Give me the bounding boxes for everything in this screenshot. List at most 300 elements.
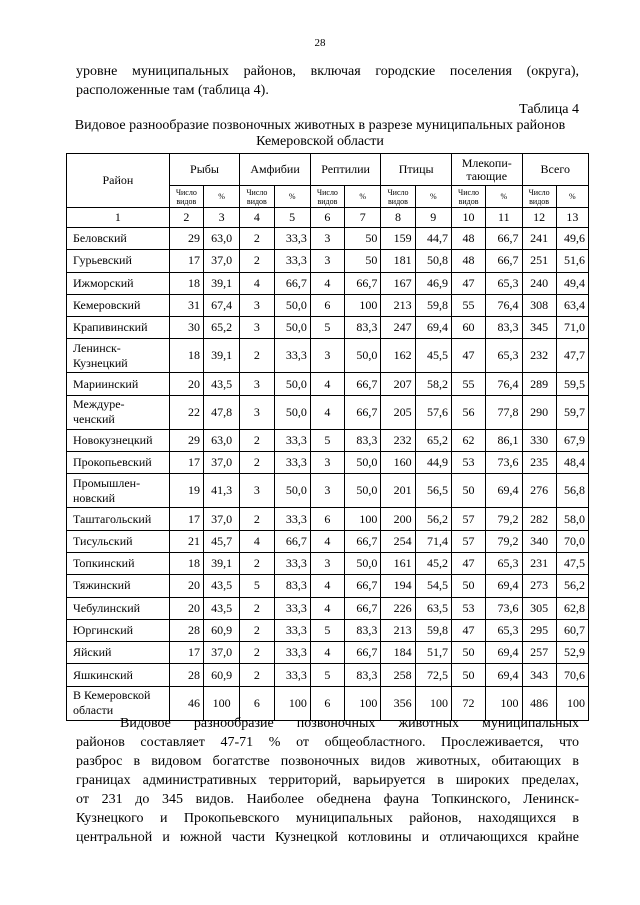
subheader-count-line: видов — [529, 196, 550, 206]
table-cell: 62,8 — [556, 597, 588, 619]
table-cell: 77,8 — [486, 395, 522, 429]
column-number: 9 — [415, 208, 451, 228]
table-cell: 5 — [310, 317, 344, 339]
table-cell: 71,4 — [415, 530, 451, 552]
table-cell: 59,7 — [556, 395, 588, 429]
table-row — [67, 474, 589, 508]
table-cell: 3 — [310, 452, 344, 474]
table-cell: 247 — [381, 317, 415, 339]
table-cell: 205 — [381, 395, 415, 429]
district-name-line: Тисульский — [73, 533, 133, 548]
table-cell: 4 — [240, 272, 274, 294]
table-cell: 63,0 — [203, 228, 239, 250]
table-cell: 20 — [169, 373, 203, 395]
table-cell: 83,3 — [345, 317, 381, 339]
table-cell: 60,7 — [556, 619, 588, 641]
table-cell: 66,7 — [345, 272, 381, 294]
table-row — [67, 294, 589, 316]
table-cell: 3 — [310, 552, 344, 574]
table-row — [67, 597, 589, 619]
column-number: 10 — [451, 208, 485, 228]
table-cell: 4 — [310, 272, 344, 294]
column-number: 11 — [486, 208, 522, 228]
subheader-percent: % — [486, 186, 522, 208]
district-name-line: области — [73, 703, 114, 718]
table-cell: 100 — [345, 508, 381, 530]
district-name — [67, 508, 170, 530]
table-cell: 72 — [451, 686, 485, 720]
table-cell: 69,4 — [415, 317, 451, 339]
table-cell: 5 — [310, 429, 344, 451]
subheader-count-line: видов — [176, 196, 197, 206]
district-name-line: Яйский — [73, 645, 112, 660]
table-row — [67, 530, 589, 552]
page-number: 28 — [314, 37, 326, 49]
table-cell: 31 — [169, 294, 203, 316]
district-name-line: Междуре- — [73, 397, 125, 412]
district-name-line: Чебулинский — [73, 600, 141, 615]
table-cell: 226 — [381, 597, 415, 619]
table-cell: 100 — [345, 294, 381, 316]
table-cell: 251 — [522, 250, 556, 272]
table-cell: 71,0 — [556, 317, 588, 339]
district-name-line: Новокузнецкий — [73, 432, 153, 447]
table-row — [67, 619, 589, 641]
table-cell: 3 — [310, 228, 344, 250]
table-cell: 69,4 — [486, 474, 522, 508]
table-cell: 56,8 — [556, 474, 588, 508]
table-cell: 60,9 — [203, 619, 239, 641]
table-cell: 65,3 — [486, 339, 522, 373]
table-row — [67, 575, 589, 597]
district-name-line: ченский — [73, 412, 115, 427]
table-cell: 330 — [522, 429, 556, 451]
district-name-line: Крапивинский — [73, 320, 148, 335]
table-cell: 50 — [451, 575, 485, 597]
header-mammals-line: Млекопи- — [461, 155, 512, 170]
table-cell: 3 — [310, 250, 344, 272]
table-row — [67, 642, 589, 664]
table-cell: 200 — [381, 508, 415, 530]
table-cell: 343 — [522, 664, 556, 686]
table-cell: 65,3 — [486, 619, 522, 641]
table-cell: 69,4 — [486, 642, 522, 664]
table-cell: 47 — [451, 339, 485, 373]
subheader-percent: % — [415, 186, 451, 208]
table-cell: 194 — [381, 575, 415, 597]
table-cell: 46,9 — [415, 272, 451, 294]
district-name — [67, 552, 170, 574]
table-cell: 69,4 — [486, 664, 522, 686]
table-cell: 56,2 — [415, 508, 451, 530]
table-cell: 100 — [345, 686, 381, 720]
table-row — [67, 250, 589, 272]
header-fish: Рыбы — [169, 154, 240, 186]
table-cell: 22 — [169, 395, 203, 429]
district-name-line: Яшкинский — [73, 667, 133, 682]
table-cell: 20 — [169, 597, 203, 619]
column-number: 4 — [240, 208, 274, 228]
table-cell: 70,6 — [556, 664, 588, 686]
summary-line: Кузнецкого и Прокопьевского муниципальных районов, находящихся в — [76, 811, 579, 826]
table-cell: 56 — [451, 395, 485, 429]
table-cell: 340 — [522, 530, 556, 552]
subheader-percent: % — [203, 186, 239, 208]
table-cell: 2 — [240, 228, 274, 250]
header-mammals-line: тающие — [466, 168, 508, 183]
summary-line: районов составляет 47-71 % от общеобластного. Прослеживается, что — [76, 735, 579, 750]
table-cell: 17 — [169, 250, 203, 272]
district-name-line: Гурьевский — [73, 253, 132, 268]
table-cell: 100 — [415, 686, 451, 720]
subheader-count-line: видов — [317, 196, 338, 206]
table-cell: 73,6 — [486, 452, 522, 474]
table-cell: 289 — [522, 373, 556, 395]
district-name — [67, 474, 170, 508]
table-cell: 3 — [240, 373, 274, 395]
table-cell: 50,0 — [274, 317, 310, 339]
table-cell: 83,3 — [274, 575, 310, 597]
table-cell: 44,7 — [415, 228, 451, 250]
table-cell: 28 — [169, 619, 203, 641]
table-cell: 100 — [556, 686, 588, 720]
table-cell: 213 — [381, 619, 415, 641]
table-cell: 33,3 — [274, 619, 310, 641]
table-cell: 83,3 — [345, 619, 381, 641]
header-reptiles: Рептилии — [310, 154, 381, 186]
table-cell: 213 — [381, 294, 415, 316]
table-cell: 3 — [240, 474, 274, 508]
table-cell: 5 — [310, 664, 344, 686]
species-table — [66, 153, 589, 721]
table-cell: 257 — [522, 642, 556, 664]
table-cell: 46 — [169, 686, 203, 720]
summary-line: от 231 до 345 видов. Наиболее обеднена фауна Топкинского, Ленинск- — [76, 792, 579, 807]
district-name — [67, 272, 170, 294]
table-cell: 50,0 — [345, 339, 381, 373]
subheader-count-line: Число — [528, 187, 550, 197]
table-cell: 63,0 — [203, 429, 239, 451]
table-cell: 305 — [522, 597, 556, 619]
table-cell: 48,4 — [556, 452, 588, 474]
district-name — [67, 597, 170, 619]
table-cell: 50 — [451, 642, 485, 664]
table-cell: 5 — [240, 575, 274, 597]
table-cell: 4 — [310, 597, 344, 619]
table-cell: 30 — [169, 317, 203, 339]
column-number: 1 — [67, 208, 170, 228]
table-cell: 2 — [240, 339, 274, 373]
subheader-percent: % — [345, 186, 381, 208]
subheader-count — [169, 186, 203, 208]
district-name-line: Мариинский — [73, 376, 139, 391]
table-cell: 83,3 — [345, 664, 381, 686]
table-cell: 47,7 — [556, 339, 588, 373]
table-cell: 39,1 — [203, 272, 239, 294]
table-cell: 49,6 — [556, 228, 588, 250]
table-cell: 65,3 — [486, 552, 522, 574]
caption-line: Видовое разнообразие позвоночных животных в разрезе муниципальных районов — [74, 118, 566, 133]
table-cell: 290 — [522, 395, 556, 429]
table-cell: 6 — [310, 686, 344, 720]
table-cell: 159 — [381, 228, 415, 250]
header-total: Всего — [522, 154, 589, 186]
table-cell: 57,6 — [415, 395, 451, 429]
table-cell: 48 — [451, 228, 485, 250]
district-name — [67, 575, 170, 597]
table-cell: 66,7 — [274, 530, 310, 552]
column-number: 8 — [381, 208, 415, 228]
table-cell: 6 — [240, 686, 274, 720]
table-cell: 58,2 — [415, 373, 451, 395]
table-cell: 100 — [274, 686, 310, 720]
subheader-percent: % — [556, 186, 588, 208]
table-cell: 17 — [169, 452, 203, 474]
table-cell: 33,3 — [274, 552, 310, 574]
table-cell: 18 — [169, 552, 203, 574]
table-cell: 50,8 — [415, 250, 451, 272]
table-cell: 33,3 — [274, 664, 310, 686]
district-name-line: Кузнецкий — [73, 355, 128, 370]
table-cell: 45,7 — [203, 530, 239, 552]
table-cell: 17 — [169, 642, 203, 664]
table-cell: 2 — [240, 597, 274, 619]
table-cell: 65,3 — [486, 272, 522, 294]
table-cell: 66,7 — [345, 642, 381, 664]
table-cell: 2 — [240, 552, 274, 574]
table-cell: 47 — [451, 619, 485, 641]
table-cell: 66,7 — [274, 272, 310, 294]
district-name — [67, 317, 170, 339]
table-cell: 3 — [240, 294, 274, 316]
table-cell: 79,2 — [486, 508, 522, 530]
table-cell: 58,0 — [556, 508, 588, 530]
table-cell: 29 — [169, 228, 203, 250]
district-name — [67, 642, 170, 664]
district-name-line: Ижморский — [73, 275, 134, 290]
table-cell: 60,9 — [203, 664, 239, 686]
header-amphibians: Амфибии — [240, 154, 311, 186]
subheader-count — [451, 186, 485, 208]
table-cell: 76,4 — [486, 373, 522, 395]
table-cell: 33,3 — [274, 597, 310, 619]
table-cell: 72,5 — [415, 664, 451, 686]
table-cell: 2 — [240, 250, 274, 272]
table-cell: 43,5 — [203, 597, 239, 619]
district-name — [67, 228, 170, 250]
table-cell: 59,5 — [556, 373, 588, 395]
table-cell: 66,7 — [345, 575, 381, 597]
summary-line: границах административных территорий, варьируется в широких пределах, — [76, 773, 579, 788]
caption-line: Кемеровской области — [256, 134, 384, 149]
table-cell: 53 — [451, 452, 485, 474]
table-row — [67, 552, 589, 574]
table-cell: 18 — [169, 339, 203, 373]
intro-paragraph — [76, 62, 579, 100]
subheader-count-line: Число — [458, 187, 480, 197]
table-cell: 181 — [381, 250, 415, 272]
table-cell: 241 — [522, 228, 556, 250]
table-cell: 37,0 — [203, 642, 239, 664]
table-cell: 57 — [451, 530, 485, 552]
subheader-count-line: Число — [316, 187, 338, 197]
intro-line: уровне муниципальных районов, включая городские поселения (округа), — [76, 64, 579, 79]
table-cell: 50,0 — [274, 395, 310, 429]
table-cell: 232 — [381, 429, 415, 451]
district-name — [67, 250, 170, 272]
subheader-count — [522, 186, 556, 208]
district-name-line: Тяжинский — [73, 578, 131, 593]
district-name-line: Топкинский — [73, 556, 135, 571]
table-cell: 295 — [522, 619, 556, 641]
table-cell: 50,0 — [345, 452, 381, 474]
table-cell: 73,6 — [486, 597, 522, 619]
table-cell: 231 — [522, 552, 556, 574]
table-cell: 65,2 — [415, 429, 451, 451]
table-cell: 47 — [451, 552, 485, 574]
table-row — [67, 395, 589, 429]
table-cell: 273 — [522, 575, 556, 597]
table-cell: 56,2 — [556, 575, 588, 597]
district-name-line: Беловский — [73, 231, 127, 246]
table-cell: 33,3 — [274, 429, 310, 451]
district-name-line: Промышлен- — [73, 475, 141, 490]
table-cell: 235 — [522, 452, 556, 474]
table-cell: 161 — [381, 552, 415, 574]
table-cell: 50 — [451, 474, 485, 508]
table-cell: 50 — [345, 250, 381, 272]
summary-line: разброс в видовом богатстве позвоночных видов животных, обитающих в — [76, 754, 579, 769]
table-cell: 18 — [169, 272, 203, 294]
table-cell: 83,3 — [345, 429, 381, 451]
table-cell: 50,0 — [274, 373, 310, 395]
table-cell: 29 — [169, 429, 203, 451]
table-cell: 2 — [240, 508, 274, 530]
table-cell: 33,3 — [274, 228, 310, 250]
table-header-row — [67, 154, 589, 186]
district-name — [67, 429, 170, 451]
table-cell: 51,6 — [556, 250, 588, 272]
table-cell: 4 — [310, 373, 344, 395]
table-cell: 53 — [451, 597, 485, 619]
district-name-line: новский — [73, 490, 116, 505]
table-cell: 33,3 — [274, 642, 310, 664]
table-cell: 4 — [310, 530, 344, 552]
table-row — [67, 664, 589, 686]
table-cell: 2 — [240, 619, 274, 641]
subheader-count-line: видов — [246, 196, 267, 206]
table-cell: 4 — [310, 395, 344, 429]
district-name — [67, 373, 170, 395]
header-mammals — [451, 154, 522, 186]
table-cell: 2 — [240, 452, 274, 474]
district-name-line: Кемеровский — [73, 298, 141, 313]
table-cell: 19 — [169, 474, 203, 508]
table-cell: 2 — [240, 642, 274, 664]
table-cell: 33,3 — [274, 339, 310, 373]
table-cell: 254 — [381, 530, 415, 552]
table-cell: 232 — [522, 339, 556, 373]
table-cell: 49,4 — [556, 272, 588, 294]
table-cell: 50 — [451, 664, 485, 686]
subheader-count-line: Число — [246, 187, 268, 197]
table-row — [67, 508, 589, 530]
table-cell: 201 — [381, 474, 415, 508]
district-name — [67, 294, 170, 316]
table-cell: 276 — [522, 474, 556, 508]
table-cell: 258 — [381, 664, 415, 686]
table-cell: 100 — [486, 686, 522, 720]
summary-line: Видовое разнообразие позвоночных животных муниципальных — [120, 716, 579, 731]
table-cell: 62 — [451, 429, 485, 451]
table-cell: 308 — [522, 294, 556, 316]
table-cell: 63,4 — [556, 294, 588, 316]
district-name-line: Таштагольский — [73, 511, 152, 526]
table-cell: 70,0 — [556, 530, 588, 552]
table-row — [67, 317, 589, 339]
table-cell: 356 — [381, 686, 415, 720]
table-cell: 20 — [169, 575, 203, 597]
subheader-percent: % — [274, 186, 310, 208]
table-cell: 207 — [381, 373, 415, 395]
table-cell: 50,0 — [345, 474, 381, 508]
header-district: Район — [67, 154, 170, 208]
table-cell: 57 — [451, 508, 485, 530]
table-cell: 345 — [522, 317, 556, 339]
district-name — [67, 619, 170, 641]
district-name — [67, 530, 170, 552]
district-name — [67, 664, 170, 686]
table-cell: 59,8 — [415, 294, 451, 316]
table-cell: 48 — [451, 250, 485, 272]
table-cell: 160 — [381, 452, 415, 474]
table-cell: 66,7 — [345, 395, 381, 429]
table-cell: 52,9 — [556, 642, 588, 664]
table-cell: 4 — [310, 642, 344, 664]
column-number: 3 — [203, 208, 239, 228]
table-cell: 167 — [381, 272, 415, 294]
table-cell: 3 — [240, 317, 274, 339]
subheader-count-line: Число — [175, 187, 197, 197]
table-cell: 4 — [310, 575, 344, 597]
table-cell: 43,5 — [203, 575, 239, 597]
column-number: 13 — [556, 208, 588, 228]
table-cell: 240 — [522, 272, 556, 294]
table-cell: 3 — [240, 395, 274, 429]
summary-paragraph — [76, 714, 579, 847]
table-cell: 50 — [345, 228, 381, 250]
table-cell: 37,0 — [203, 250, 239, 272]
table-cell: 51,7 — [415, 642, 451, 664]
column-number: 6 — [310, 208, 344, 228]
district-name-line: Прокопьевский — [73, 455, 152, 470]
intro-line: расположенные там (таблица 4). — [76, 83, 269, 98]
subheader-count — [240, 186, 274, 208]
table-row — [67, 228, 589, 250]
table-cell: 60 — [451, 317, 485, 339]
table-cell: 43,5 — [203, 373, 239, 395]
table-cell: 55 — [451, 294, 485, 316]
column-number-row — [67, 208, 589, 228]
table-cell: 33,3 — [274, 452, 310, 474]
table-cell: 54,5 — [415, 575, 451, 597]
column-number: 5 — [274, 208, 310, 228]
table-cell: 69,4 — [486, 575, 522, 597]
table-cell: 37,0 — [203, 452, 239, 474]
table-row — [67, 339, 589, 373]
table-cell: 45,2 — [415, 552, 451, 574]
table-cell: 6 — [310, 294, 344, 316]
